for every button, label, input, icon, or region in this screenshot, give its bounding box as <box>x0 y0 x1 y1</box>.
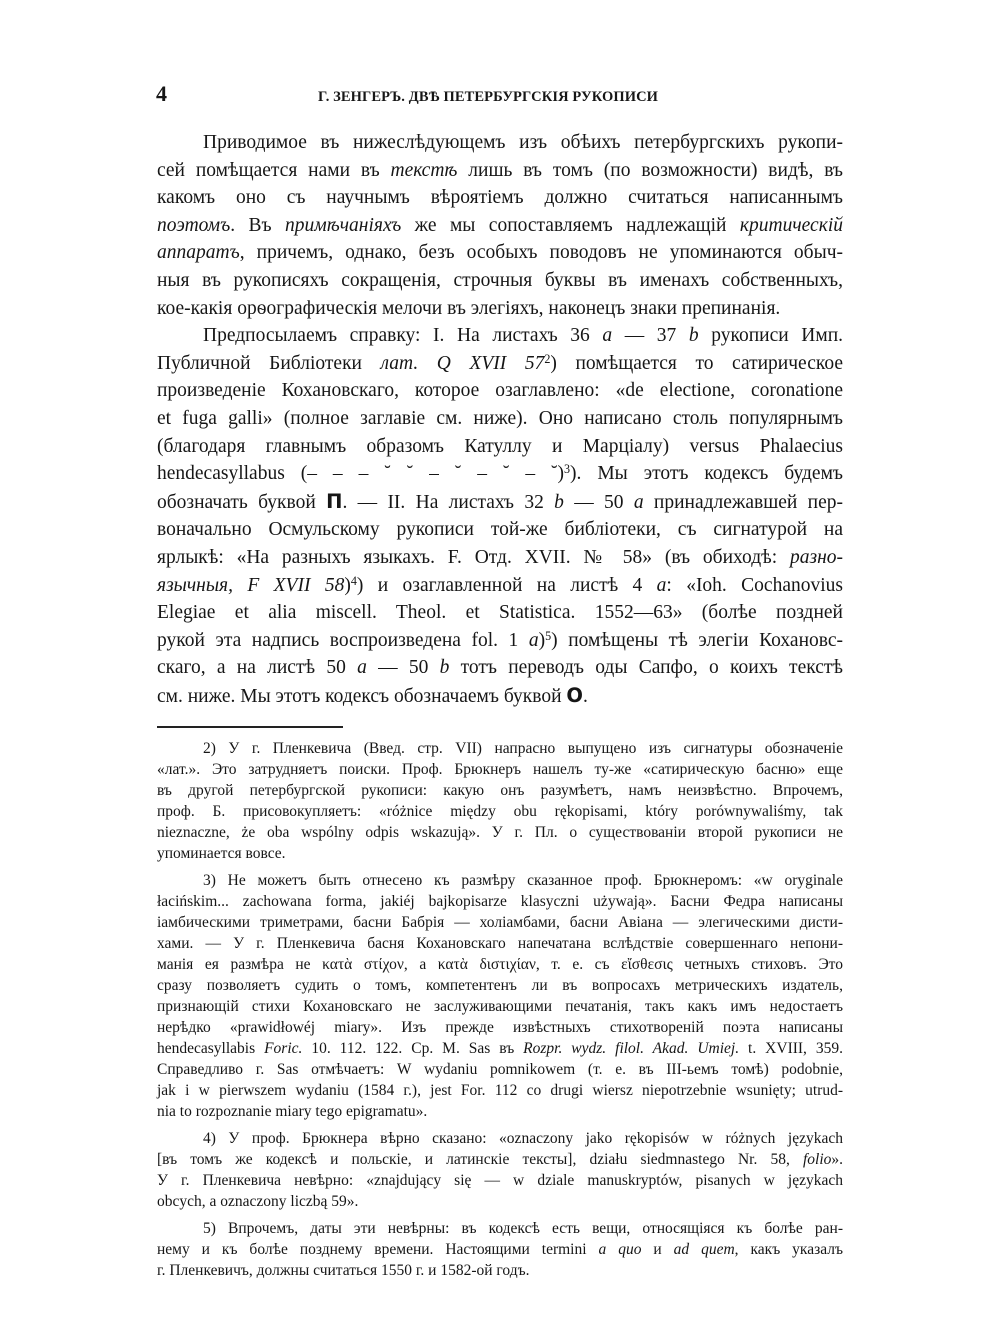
text-run: и <box>641 1241 674 1258</box>
text-run: ) <box>538 629 546 651</box>
text-run: obcych, a oznaczony liczbą 59». <box>157 1193 359 1210</box>
text-run: Предпосылаемъ справку: I. На листахъ 36 <box>203 325 603 347</box>
footnote-reference: 2 <box>544 351 551 366</box>
italic-run: a <box>528 629 539 651</box>
text-run: кое-какія орѳографическія мелочи въ элегіяхъ, наконецъ знаки препинанія. <box>157 297 781 319</box>
italic-run: a <box>602 325 613 347</box>
text-run: рукописи Имп. <box>698 325 843 347</box>
text-run: , причемъ, однако, безъ особыхъ поводовъ не упоминаются обыч- <box>239 242 843 264</box>
text-run: 5) Впрочемъ, даты эти невѣрны: въ кодексѣ есть вещи, относящіяся къ болѣе ран- <box>203 1220 843 1237</box>
italic-run: текстѣ <box>390 159 458 181</box>
text-line <box>157 433 843 461</box>
footnote-line <box>157 1101 843 1122</box>
text-run: скаго, а на листѣ 50 <box>157 657 358 679</box>
text-run: 3) Не можетъ быть отнесено къ размѣру сказанное проф. Брюкнеромъ: «w oryginale <box>203 872 843 889</box>
footnote-line <box>157 912 843 933</box>
text-line <box>157 157 843 185</box>
text-run: лишь въ томъ (по возможности) видѣ, въ <box>457 159 843 181</box>
text-run: какомъ оно съ научнымъ вѣроятіемъ должно считаться написаннымъ <box>157 187 843 209</box>
footnote-line <box>157 975 843 996</box>
text-run: ) и озаглавленной на листѣ 4 <box>356 574 657 596</box>
italic-run: a <box>357 657 367 679</box>
italic-run: b <box>688 325 699 347</box>
italic-run: язычныя, F XVII 58 <box>157 574 345 596</box>
text-run: обозначать буквой <box>157 491 327 513</box>
text-run: t. XVIII, 359. <box>739 1040 843 1057</box>
italic-run: лат. Q XVII 57 <box>380 352 545 374</box>
footnote-line <box>157 1170 843 1191</box>
italic-run: b <box>554 491 564 513</box>
footnote-line <box>157 1239 843 1260</box>
text-run: (благодаря главнымъ образомъ Катуллу и Марціалу) versus Phalaecius <box>157 435 843 457</box>
italic-run: a <box>656 574 667 596</box>
text-run: же мы сопоставляемъ надлежащій <box>401 214 740 236</box>
text-run: . Въ <box>230 214 286 236</box>
text-line <box>157 405 843 433</box>
italic-run: a <box>633 491 644 513</box>
text-line <box>157 627 843 655</box>
footnote-line <box>157 843 843 864</box>
footnote <box>157 1128 843 1212</box>
text-run: ныя въ рукописяхъ сокращенія, строчныя буквы въ именахъ собственныхъ, <box>157 269 843 291</box>
page-number: 4 <box>156 81 167 106</box>
text-run: , какъ указалъ <box>734 1241 843 1258</box>
text-run: см. ниже. Мы этотъ кодексъ обозначаемъ буквой <box>157 685 567 707</box>
footnote-line <box>157 1218 843 1239</box>
text-line <box>157 377 843 405</box>
text-run: нерѣдко «prawidłowéj miary». Изъ прежде извѣстныхъ стихотвореній поэта написаны <box>157 1019 843 1036</box>
text-run: проф. Б. присовокупляетъ: «różnice między obu rękopisami, który porównywaliśmy, tak <box>157 803 843 820</box>
italic-run: b <box>439 657 450 679</box>
text-line <box>157 460 843 488</box>
text-run: упоминается вовсе. <box>157 845 286 862</box>
footnote-line <box>157 1149 843 1170</box>
text-run: łacińskim... zachowana forma, jakiéj bajkopisarze klasyczni używają». Басни Федра написаны <box>157 893 843 910</box>
footnote-line <box>157 1191 843 1212</box>
text-run: ) <box>344 574 351 596</box>
footnote-line <box>157 996 843 1017</box>
text-line <box>157 212 843 240</box>
footnote-line <box>157 870 843 891</box>
text-run: признающій стихи Кохановскаго не заслуживающими печатанія, такъ какъ имъ недостаетъ <box>157 998 843 1015</box>
text-line <box>157 267 843 295</box>
text-run: въ другой петербургской рукописи: какую онъ разумѣетъ, намъ неизвѣстно. Впрочемъ, <box>157 782 843 799</box>
text-run: Справедливо г. Sas отмѣчаетъ: W wydaniu pomnikowem (т. е. въ III-ьемъ томѣ) podobnie, <box>157 1061 843 1078</box>
text-line <box>157 488 843 517</box>
text-run: — 50 <box>563 491 634 513</box>
running-title: Г. ЗЕНГЕРЪ. ДВѢ ПЕТЕРБУРГСКІЯ РУКОПИСИ <box>318 89 659 105</box>
text-run: ». <box>831 1151 843 1168</box>
text-line <box>157 295 843 323</box>
text-run: произведеніе Кохановскаго, которое озаглавлено: «de electione, coronatione <box>157 380 843 402</box>
text-run: сразу позволяетъ судить о томъ, компетентенъ ли въ вопросахъ метрическихъ издатель, <box>157 977 843 994</box>
footnote-line <box>157 933 843 954</box>
text-run: 10. 112. 122. Ср. M. Sas въ <box>302 1040 524 1057</box>
footnote-line <box>157 822 843 843</box>
italic-run: a quo <box>598 1241 642 1258</box>
footnote-line <box>157 1080 843 1101</box>
text-run: et fuga galli» (полное заглавіе см. ниже). Оно написано столь популярнымъ <box>157 407 843 429</box>
text-line <box>157 572 843 600</box>
footnote-line <box>157 1038 843 1059</box>
text-run: воначально Осмульскому рукописи той-же библіотеки, съ сигнатурой на <box>157 519 843 541</box>
text-run: 4) У проф. Брюкнера вѣрно сказано: «oznaczony jako rękopisów w różnych językach <box>203 1130 843 1147</box>
italic-run: Rozpr. wydz. filol. Akad. Umiej. <box>523 1040 740 1057</box>
text-run: 2) У г. Пленкевича (Введ. стр. VII) напрасно выпущено изъ сигнатуры обозначеніе <box>203 740 843 757</box>
footnote-line <box>157 801 843 822</box>
body-paragraph <box>157 129 843 322</box>
text-run: . <box>582 685 588 707</box>
text-run: Elegiae et alia miscell. Theol. et Statistica. 1552—63» (болѣе поздней <box>157 602 843 624</box>
text-run: [въ томъ же кодексѣ и польскіе, и латинскіе тексты], działu siedmnastego Nr. 58, <box>157 1151 803 1168</box>
text-line <box>157 322 843 350</box>
main-text <box>157 129 843 710</box>
footnote-line <box>157 1128 843 1149</box>
text-run: — 50 <box>366 657 440 679</box>
text-run: ярлыкѣ: «На разныхъ языкахъ. F. Отд. XVII. № 58» (въ обиходѣ: <box>157 546 790 568</box>
footnote-line <box>157 1260 843 1281</box>
text-run: г. Пленкевичъ, должны считаться 1550 г. и 1582-ой годъ. <box>157 1262 530 1279</box>
text-run: рукой эта надпись воспроизведена fol. 1 <box>157 629 529 651</box>
text-line <box>157 544 843 572</box>
italic-run: разно- <box>789 546 843 568</box>
footnote-separator <box>157 726 343 728</box>
footnotes <box>157 738 843 1281</box>
text-run: манія ея размѣра не κατὰ στίχον, а κατὰ διστιχίαν, т. е. съ εἴσθεσις четныхъ стиховъ. Это <box>157 956 843 973</box>
text-run: : «Ioh. Cochanovius <box>666 574 843 596</box>
footnote-line <box>157 759 843 780</box>
footnote <box>157 1218 843 1281</box>
text-run: nieznaczne, że oba wspólny odpis wskazują». У г. Пл. о существованіи второй рукописи не <box>157 824 843 841</box>
text-run: хами. — У г. Пленкевича басня Кохановскаго напечатана вслѣдствіе совершеннаго непони- <box>157 935 843 952</box>
text-run: ) помѣщается то сатирическое <box>550 352 843 374</box>
text-line <box>157 654 843 682</box>
text-line <box>157 129 843 157</box>
italic-run: примѣчаніяхъ <box>285 214 402 236</box>
text-run: «лат.». Это затрудняетъ поиски. Проф. Брюкнеръ нашелъ ту-же «сатирическую басню» еще <box>157 761 843 778</box>
footnote-line <box>157 891 843 912</box>
text-run: нему и къ болѣе позднему времени. Настоящими termini <box>157 1241 599 1258</box>
text-run: тотъ переводъ оды Сапфо, о коихъ текстѣ <box>449 657 843 679</box>
text-run: ) помѣщены тѣ элегіи Кохановс- <box>551 629 843 651</box>
footnote <box>157 870 843 1122</box>
text-run: ). Мы этотъ кодексъ будемъ <box>570 463 843 485</box>
italic-run: ad quem <box>673 1241 735 1258</box>
footnote-line <box>157 1059 843 1080</box>
text-run: сей помѣщается нами въ <box>157 159 391 181</box>
footnote-reference: 3 <box>564 462 571 477</box>
footnote-reference: 5 <box>545 628 552 643</box>
text-run: Приводимое въ нижеслѣдующемъ изъ обѣихъ петербургскихъ рукопи- <box>203 132 843 153</box>
text-run: hendecasyllabis <box>157 1040 265 1057</box>
italic-run: Foric. <box>264 1040 303 1057</box>
bold-letter: О <box>566 683 583 707</box>
text-line <box>157 239 843 267</box>
italic-run: поэтомъ <box>157 214 231 236</box>
text-run: У г. Пленкевича невѣрно: «znajdujący się — w dziale manuskryptów, pisanych w językach <box>157 1172 843 1189</box>
footnote <box>157 738 843 864</box>
footnote-line <box>157 738 843 759</box>
footnote-line <box>157 954 843 975</box>
footnote-line <box>157 1017 843 1038</box>
bold-letter: П <box>326 489 343 513</box>
text-run: hendecasyllabus (– – – ˘ ˘ – ˘ – ˘ – ˘) <box>157 463 564 485</box>
italic-run: аппаратъ <box>157 242 240 264</box>
text-line <box>157 350 843 378</box>
text-run: — 37 <box>612 325 689 347</box>
body-paragraph <box>157 322 843 710</box>
text-run: jak i w pierwszem wydaniu (1584 г.), jest For. 112 co drugi wiersz niepotrzebnie wsunięty; utrud- <box>157 1082 843 1099</box>
text-run: . — II. На листахъ 32 <box>342 491 555 513</box>
italic-run: критическій <box>739 214 843 236</box>
text-line <box>157 682 843 711</box>
text-line <box>157 516 843 544</box>
footnote-line <box>157 780 843 801</box>
text-run: іамбическими триметрами, басни Бабрія — холіамбами, басни Авіана — элегическими дисти- <box>157 914 843 931</box>
italic-run: folio <box>802 1151 832 1168</box>
text-run: Публичной Библіотеки <box>157 352 381 374</box>
text-run: nia to rozpoznanie miary tego epigramatu». <box>157 1103 428 1120</box>
text-line <box>157 599 843 627</box>
text-run: принадлежавшей пер- <box>643 491 844 513</box>
text-line <box>157 184 843 212</box>
footnote-reference: 4 <box>350 573 357 588</box>
